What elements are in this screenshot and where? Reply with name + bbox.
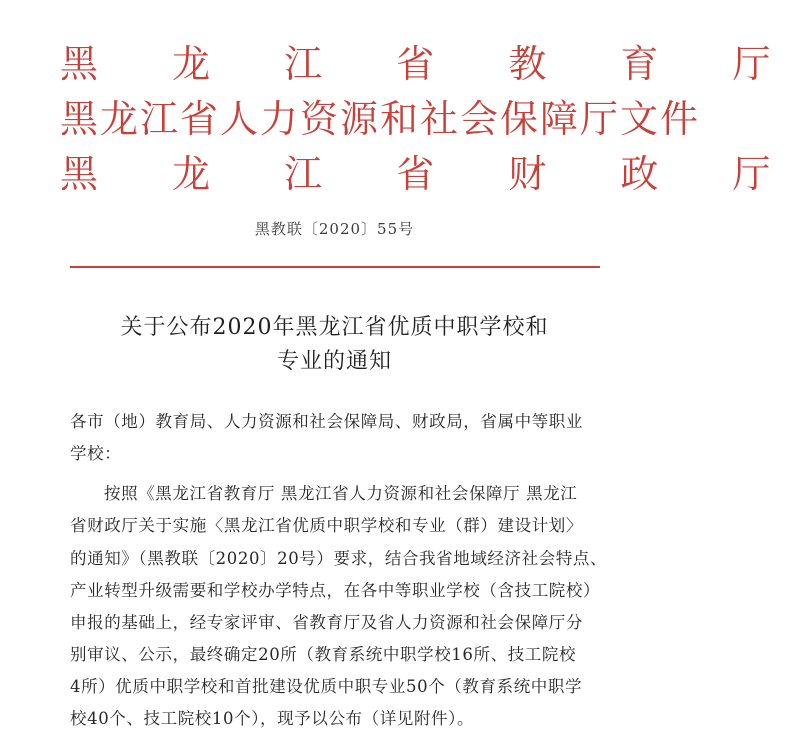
body-line: 各市（地）教育局、人力资源和社会保障局、财政局，省属中等职业	[70, 412, 583, 431]
document-title-line-2: 专业的通知	[276, 349, 392, 374]
issuer-finance-department: 黑 龙 江 省 财 政 厅	[60, 152, 801, 196]
issuer-education-department: 黑 龙 江 省 教 育 厅	[60, 42, 801, 86]
body-line: 学校：	[70, 444, 122, 463]
body-line: 别审议、公示，最终确定20所（教育系统中职学校16所、技工院校	[70, 645, 577, 664]
body-line: 按照《黑龙江省教育厅 黑龙江省人力资源和社会保障厅 黑龙江	[104, 484, 578, 503]
document-number: 黑教联〔2020〕55号	[254, 220, 415, 238]
body-line: 的通知》（黑教联〔2020〕20号）要求，结合我省地域经济社会特点、	[70, 549, 608, 568]
body-line: 申报的基础上，经专家评审、省教育厅及省人力资源和社会保障厅分	[70, 613, 583, 632]
body-line: 产业转型升级需要和学校办学特点，在各中等职业学校（含技工院校）	[70, 581, 601, 600]
document-title-line-1: 关于公布2020年黑龙江省优质中职学校和	[120, 315, 549, 340]
body-line: 校40个、技工院校10个），现予以公布（详见附件）。	[70, 709, 475, 728]
issuer-human-resources-department: 黑龙江省人力资源和社会保障厅文件	[60, 97, 701, 141]
header-divider	[70, 266, 600, 268]
body-line: 省财政厅关于实施〈黑龙江省优质中职学校和专业（群）建设计划〉	[70, 516, 583, 535]
body-line: 4所）优质中职学校和首批建设优质中职专业50个（教育系统中职学	[70, 677, 583, 696]
